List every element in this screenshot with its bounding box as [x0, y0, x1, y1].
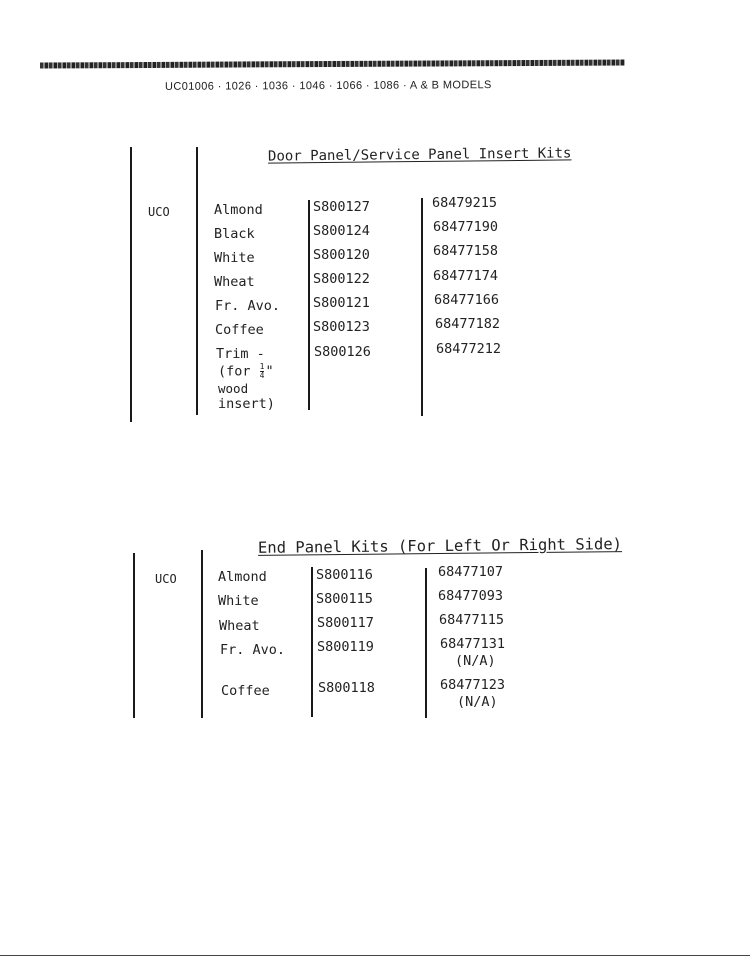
- end-part-rule: [311, 567, 313, 717]
- door-number-black: 68477190: [433, 219, 499, 235]
- door-color-almond: Almond: [214, 202, 263, 218]
- door-color-black: Black: [214, 226, 255, 242]
- door-section-title: Door Panel/Service Panel Insert Kits: [267, 145, 572, 165]
- door-color-white: White: [214, 250, 255, 266]
- door-color-coffee: Coffee: [215, 322, 264, 338]
- scanned-header-bar: [40, 59, 625, 68]
- end-number-fr-avo: 68477131: [440, 636, 506, 652]
- end-note-fr-avo: (N/A): [455, 653, 496, 669]
- door-part-wheat: S800122: [313, 271, 370, 287]
- trim-note-line2: wood: [218, 381, 249, 396]
- door-number-white: 68477158: [433, 243, 499, 259]
- end-number-white: 68477093: [438, 588, 504, 604]
- door-part-fr-avo: S800121: [313, 295, 370, 311]
- end-note-coffee: (N/A): [457, 694, 498, 710]
- door-number-wheat: 68477174: [433, 268, 499, 284]
- end-part-fr-avo: S800119: [317, 639, 374, 655]
- door-number-rule: [421, 198, 423, 416]
- end-color-coffee: Coffee: [221, 683, 270, 699]
- door-part-coffee: S800123: [313, 319, 370, 335]
- end-brand-rule: [201, 550, 203, 718]
- end-part-coffee: S800118: [318, 680, 375, 696]
- end-brand-label: UCO: [155, 572, 177, 586]
- door-part-white: S800120: [313, 247, 370, 263]
- door-part-trim: S800126: [314, 344, 371, 360]
- door-brand-rule: [196, 147, 198, 415]
- end-color-fr-avo: Fr. Avo.: [220, 642, 286, 658]
- door-color-wheat: Wheat: [214, 274, 255, 290]
- page-bottom-rule: [0, 955, 750, 956]
- end-number-almond: 68477107: [438, 564, 504, 580]
- end-color-almond: Almond: [218, 569, 267, 585]
- door-part-almond: S800127: [313, 199, 370, 215]
- end-left-rule: [133, 553, 135, 718]
- door-number-trim: 68477212: [436, 341, 502, 357]
- door-part-black: S800124: [313, 223, 370, 239]
- door-part-rule: [308, 200, 310, 410]
- door-number-coffee: 68477182: [435, 316, 501, 332]
- door-number-almond: 68479215: [432, 195, 498, 211]
- trim-note-line1: (for $\frac{1}{4}$ ": [218, 362, 274, 380]
- door-brand-label: UCO: [148, 205, 170, 219]
- end-section-title: End Panel Kits (For Left Or Right Side): [257, 535, 623, 557]
- end-part-white: S800115: [316, 591, 373, 607]
- quarter-fraction: $\frac{1}{4}$: [259, 362, 265, 380]
- door-color-trim: Trim -: [216, 346, 265, 362]
- models-header: UC01006 · 1026 · 1036 · 1046 · 1066 · 1086 · A & B MODELS: [164, 79, 492, 93]
- end-number-wheat: 68477115: [439, 612, 505, 628]
- trim-note-line3: insert): [218, 396, 275, 412]
- end-part-wheat: S800117: [317, 615, 374, 631]
- end-part-almond: S800116: [316, 567, 373, 583]
- door-left-rule: [130, 147, 132, 422]
- door-number-fr-avo: 68477166: [434, 292, 500, 308]
- door-color-fr-avo: Fr. Avo.: [215, 298, 281, 314]
- end-color-white: White: [218, 593, 259, 609]
- end-color-wheat: Wheat: [219, 618, 260, 634]
- end-number-rule: [425, 568, 427, 718]
- end-number-coffee: 68477123: [440, 677, 506, 693]
